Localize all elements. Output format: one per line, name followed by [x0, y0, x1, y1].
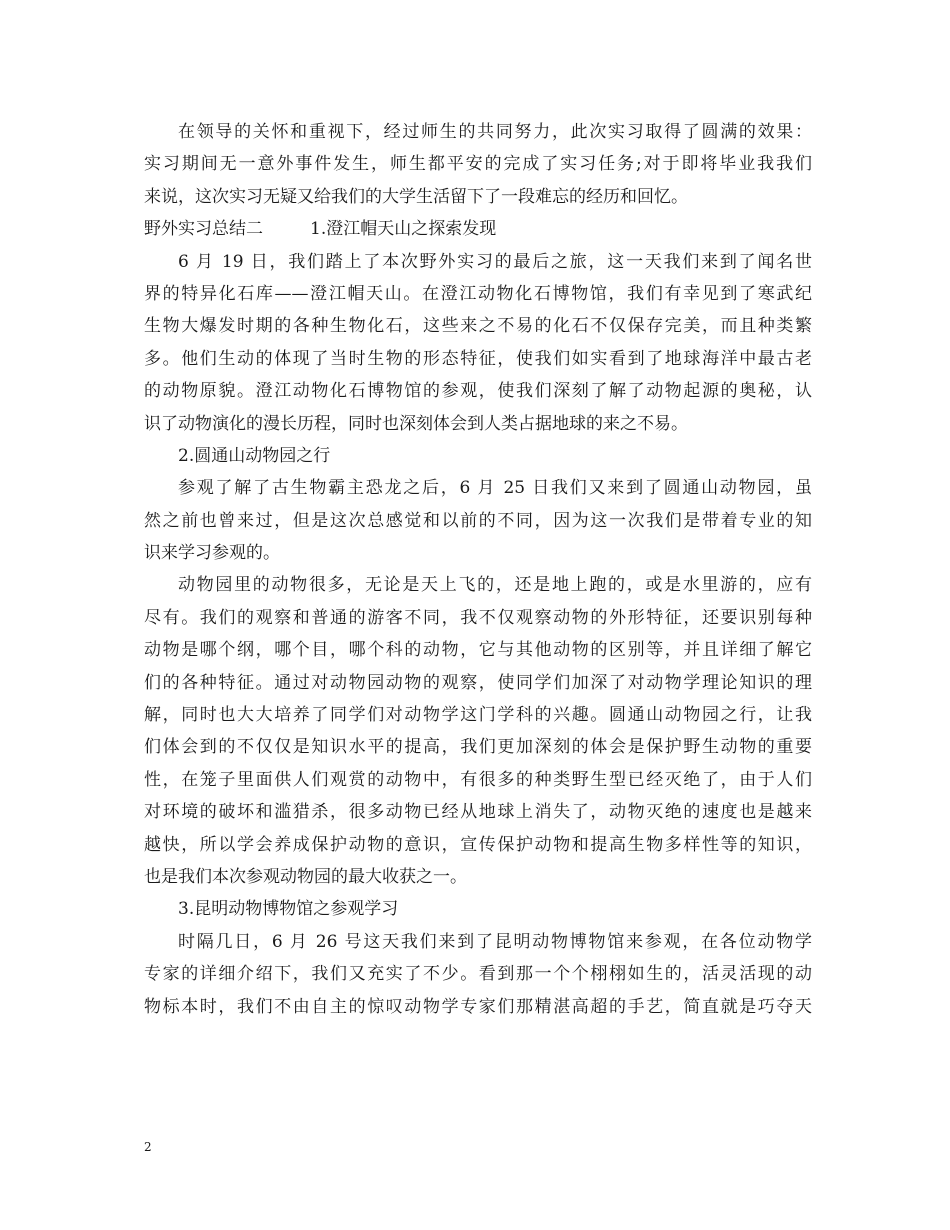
text-line: 动物是哪个纲，哪个目，哪个科的动物，它与其他动物的区别等，并且详细了解它: [144, 640, 812, 661]
text-line: 2.圆通山动物园之行: [178, 445, 331, 466]
text-line: 时隔几日，6 月 26 号这天我们来到了昆明动物博物馆来参观，在各位动物学: [178, 931, 812, 952]
text-line: 们的各种特征。通过对动物园动物的观察，使同学们加深了对动物学理论知识的理: [144, 672, 812, 693]
text-line: 动物园里的动物很多，无论是天上飞的，还是地上跑的，或是水里游的，应有: [178, 575, 812, 596]
page-number: 2: [144, 1140, 152, 1154]
text-line: 来说，这次实习无疑又给我们的大学生活留下了一段难忘的经历和回忆。: [144, 186, 688, 207]
text-line: 物标本时，我们不由自主的惊叹动物学专家们那精湛高超的手艺，简直就是巧夺天: [144, 996, 812, 1017]
text-line: 参观了解了古生物霸主恐龙之后，6 月 25 日我们又来到了圆通山动物园，虽: [178, 478, 812, 499]
text-line: 生物大爆发时期的各种生物化石，这些来之不易的化石不仅保存完美，而且种类繁: [144, 316, 812, 337]
document-body: [144, 116, 812, 1023]
text-line: 的动物原貌。澄江动物化石博物馆的参观，使我们深刻了解了动物起源的奥秘，认: [144, 381, 812, 402]
subsection-title: 1.澄江帽天山之探索发现: [310, 219, 497, 240]
text-line: 3.昆明动物博物馆之参观学习: [178, 899, 399, 920]
text-line: 在领导的关怀和重视下，经过师生的共同努力，此次实习取得了圆满的效果：: [178, 122, 812, 142]
text-line: 越快，所以学会养成保护动物的意识，宣传保护动物和提高生物多样性等的知识，: [144, 834, 812, 855]
text-line: 们体会到的不仅仅是知识水平的提高，我们更加深刻的体会是保护野生动物的重要: [144, 737, 812, 758]
text-line: 解，同时也大大培养了同学们对动物学这门学科的兴趣。圆通山动物园之行，让我: [144, 705, 812, 726]
text-line: 性，在笼子里面供人们观赏的动物中，有很多的种类野生型已经灭绝了，由于人们: [144, 769, 812, 790]
section-heading: [144, 213, 812, 245]
text-line: 专家的详细介绍下，我们又充实了不少。看到那一个个栩栩如生的，活灵活现的动: [144, 964, 812, 985]
text-line: 界的特异化石库——澄江帽天山。在澄江动物化石博物馆，我们有幸见到了寒武纪: [144, 283, 812, 304]
text-line: 实习期间无一意外事件发生，师生都平安的完成了实习任务;对于即将毕业我我们: [144, 154, 812, 175]
text-line: 识了动物演化的漫长历程，同时也深刻体会到人类占据地球的来之不易。: [144, 413, 688, 434]
text-line: 识来学习参观的。: [144, 543, 280, 564]
text-line: 也是我们本次参观动物园的最大收获之一。: [144, 866, 467, 887]
section-title: 野外实习总结二: [144, 219, 263, 240]
text-line: 对环境的破坏和滥猎杀，很多动物已经从地球上消失了，动物灭绝的速度也是越来: [144, 802, 812, 823]
text-line: 6 月 19 日，我们踏上了本次野外实习的最后之旅，这一天我们来到了闻名世: [178, 251, 812, 272]
text-line: 尽有。我们的观察和普通的游客不同，我不仅观察动物的外形特征，还要识别每种: [144, 607, 812, 628]
text-line: 然之前也曾来过，但是这次总感觉和以前的不同，因为这一次我们是带着专业的知: [144, 510, 812, 531]
text-line: 多。他们生动的体现了当时生物的形态特征，使我们如实看到了地球海洋中最古老: [144, 348, 812, 369]
